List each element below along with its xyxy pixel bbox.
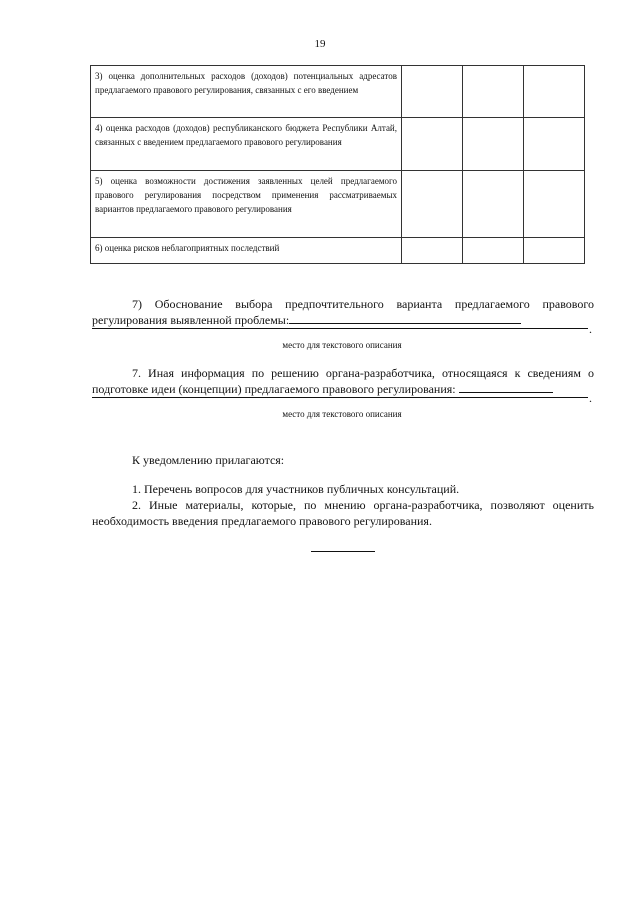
field-caption: место для текстового описания xyxy=(282,340,402,350)
table-row xyxy=(91,118,585,171)
table-cell-empty xyxy=(463,118,524,171)
table-cell-empty xyxy=(524,238,585,264)
table-row xyxy=(91,66,585,118)
attachment-item-text: 2. Иные материалы, которые, по мнению органа-разработчика, позволяют оценить необходимость введения предлагаемого правового регулирования. xyxy=(92,498,594,528)
table-cell-criterion: 3) оценка дополнительных расходов (доходов) потенциальных адресатов предлагаемого правового регулирования, связанных с его введением xyxy=(91,66,402,118)
table-cell-empty xyxy=(402,238,463,264)
table-cell-empty xyxy=(402,66,463,118)
table-row xyxy=(91,171,585,238)
table-cell-criterion: 6) оценка рисков неблагоприятных последствий xyxy=(91,238,402,264)
table-cell-empty xyxy=(463,171,524,238)
table-cell-empty xyxy=(524,171,585,238)
table-cell-empty xyxy=(402,118,463,171)
item7-other-text: 7. Иная информация по решению органа-разработчика, относящаяся к сведениям о подготовке идеи (концепции) предлагаемого правового регулирования: xyxy=(92,366,594,396)
item7-choice-paragraph xyxy=(92,296,594,328)
table-cell-criterion: 5) оценка возможности достижения заявленных целей предлагаемого правового регулирования посредством применения рассматриваемых вариантов предлагаемого правового регулирования xyxy=(91,171,402,238)
attachments-heading-text: К уведомлению прилагаются: xyxy=(132,453,285,467)
table-cell-empty xyxy=(524,66,585,118)
table-cell-criterion: 4) оценка расходов (доходов) республиканского бюджета Республики Алтай, связанных с введением предлагаемого правового регулирования xyxy=(91,118,402,171)
item7-other-paragraph xyxy=(92,365,594,397)
attachment-item xyxy=(92,481,594,497)
attachment-item-text: 1. Перечень вопросов для участников публичных консультаций. xyxy=(132,482,460,496)
attachment-item xyxy=(92,497,594,529)
answer-blank[interactable] xyxy=(289,312,521,324)
table-cell-empty xyxy=(463,66,524,118)
table-cell-empty xyxy=(463,238,524,264)
table-cell-empty xyxy=(402,171,463,238)
table-row xyxy=(91,238,585,264)
item7-choice-text: 7) Обоснование выбора предпочтительного варианта предлагаемого правового регулирования выявленной проблемы: xyxy=(92,297,594,327)
assessment-table xyxy=(90,65,585,264)
table-cell-empty xyxy=(524,118,585,171)
answer-line[interactable] xyxy=(92,397,588,398)
attachments-heading xyxy=(92,452,594,468)
period-mark: . xyxy=(589,391,592,405)
closing-rule xyxy=(311,551,375,552)
field-caption: место для текстового описания xyxy=(282,409,402,419)
answer-blank[interactable] xyxy=(459,381,553,393)
period-mark: . xyxy=(589,322,592,336)
answer-line[interactable] xyxy=(92,328,588,329)
page-number: 19 xyxy=(314,38,326,50)
